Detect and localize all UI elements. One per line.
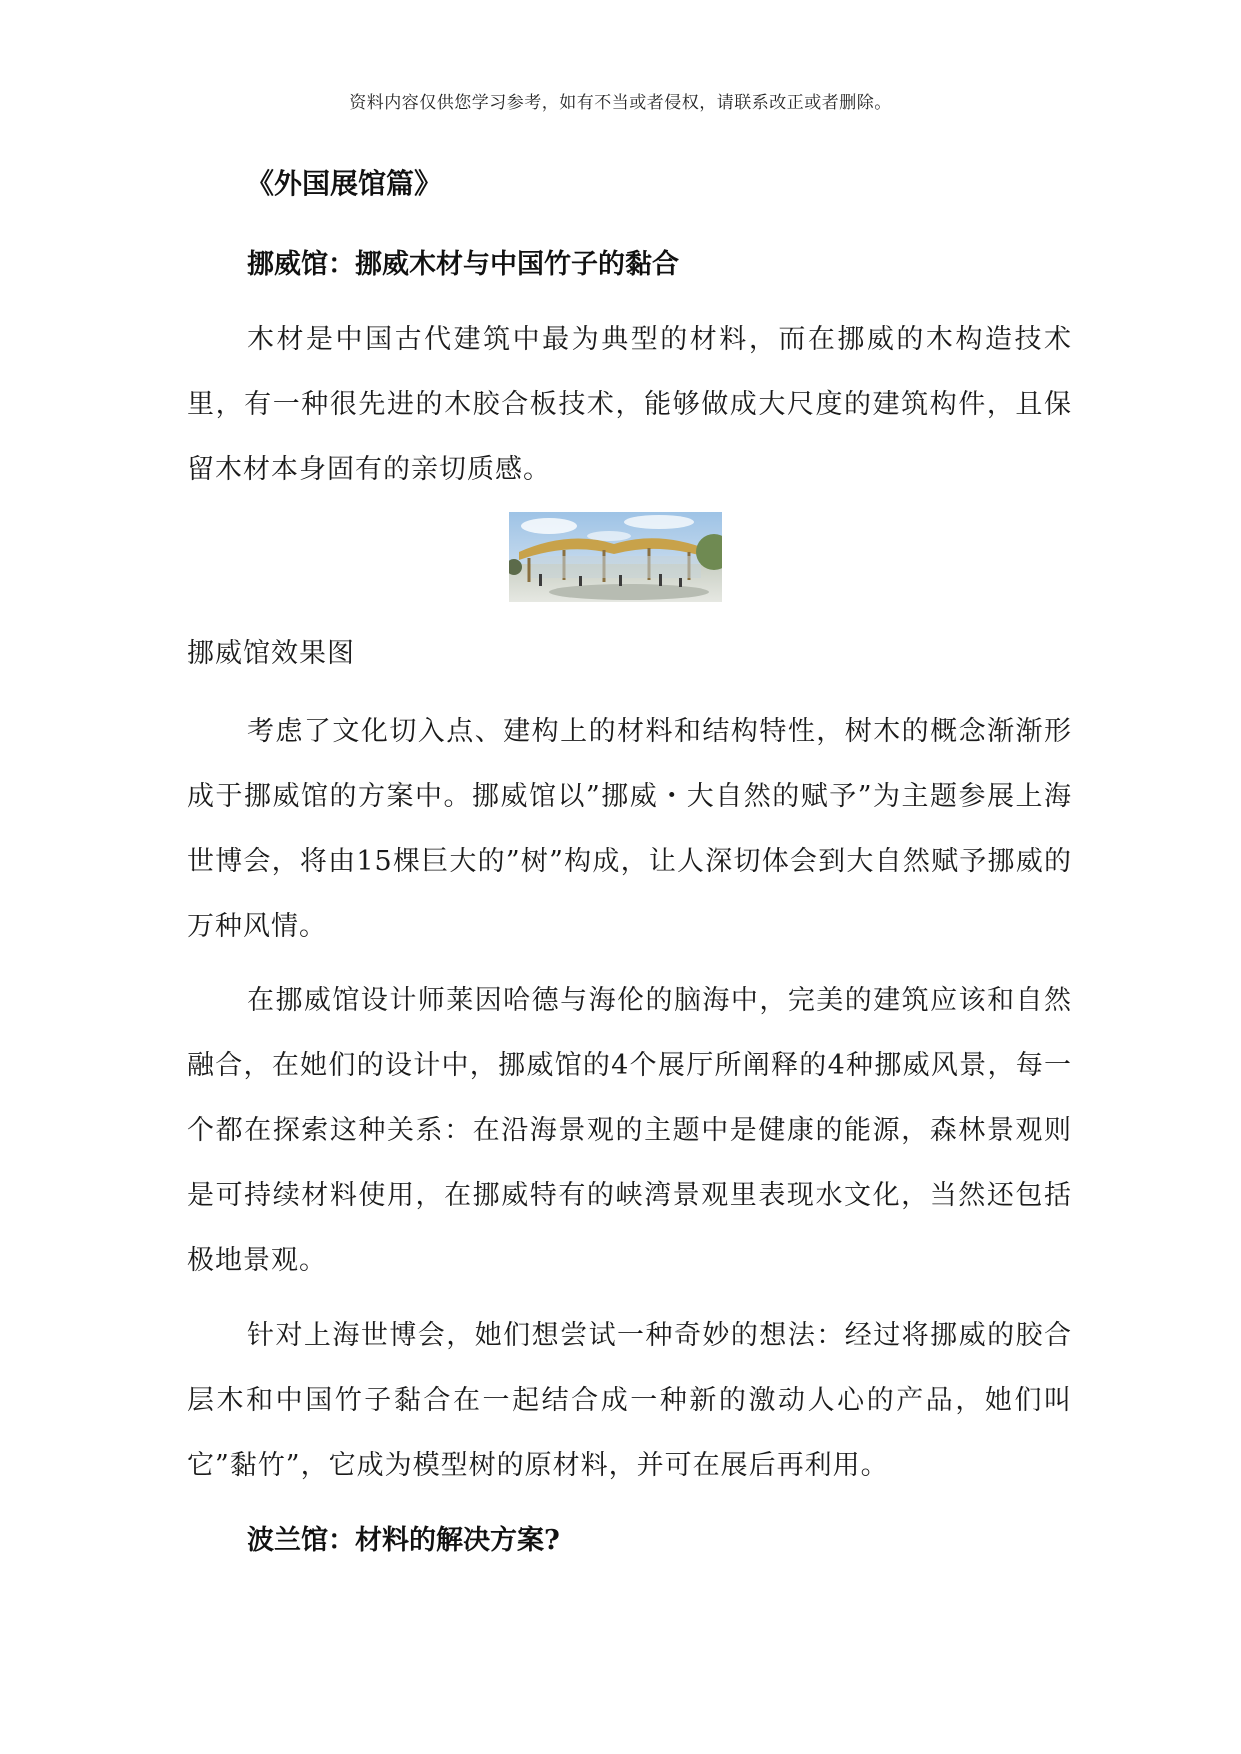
norway-paragraph-4: 针对上海世博会，她们想尝试一种奇妙的想法：经过将挪威的胶合层木和中国竹子黏合在一起结合成一种新的激动人心的产品，她们叫它”黏竹”，它成为模型树的原材料，并可在展后再利用。 bbox=[187, 1320, 1072, 1481]
norway-paragraph-3: 在挪威馆设计师莱因哈德与海伦的脑海中，完美的建筑应该和自然融合，在她们的设计中，挪威馆的4个展厅所阐释的4种挪威风景，每一个都在探索这种关系：在沿海景观的主题中是健康的能源，森林景观则是可持续材料使用，在挪威特有的峡湾景观里表现水文化，当然还包括极地景观。 bbox=[187, 985, 1072, 1276]
norway-heading: 挪威馆：挪威木材与中国竹子的黏合 bbox=[247, 249, 679, 280]
norway-paragraph-1: 木材是中国古代建筑中最为典型的材料，而在挪威的木构造技术里，有一种很先进的木胶合板技术，能够做成大尺度的建筑构件，且保留木材本身固有的亲切质感。 bbox=[187, 324, 1072, 485]
norway-pavilion-rendering bbox=[509, 512, 722, 602]
figure-caption: 挪威馆效果图 bbox=[187, 638, 355, 669]
poland-heading: 波兰馆：材料的解决方案? bbox=[247, 1525, 560, 1556]
disclaimer-header: 资料内容仅供您学习参考，如有不当或者侵权，请联系改正或者删除。 bbox=[349, 93, 892, 113]
section-title: 《外国展馆篇》 bbox=[246, 167, 443, 200]
norway-paragraph-2: 考虑了文化切入点、建构上的材料和结构特性，树木的概念渐渐形成于挪威馆的方案中。挪威馆以”挪威・大自然的赋予”为主题参展上海世博会，将由15棵巨大的”树”构成，让人深切体会到大自然赋予挪威的万种风情。 bbox=[187, 716, 1072, 942]
